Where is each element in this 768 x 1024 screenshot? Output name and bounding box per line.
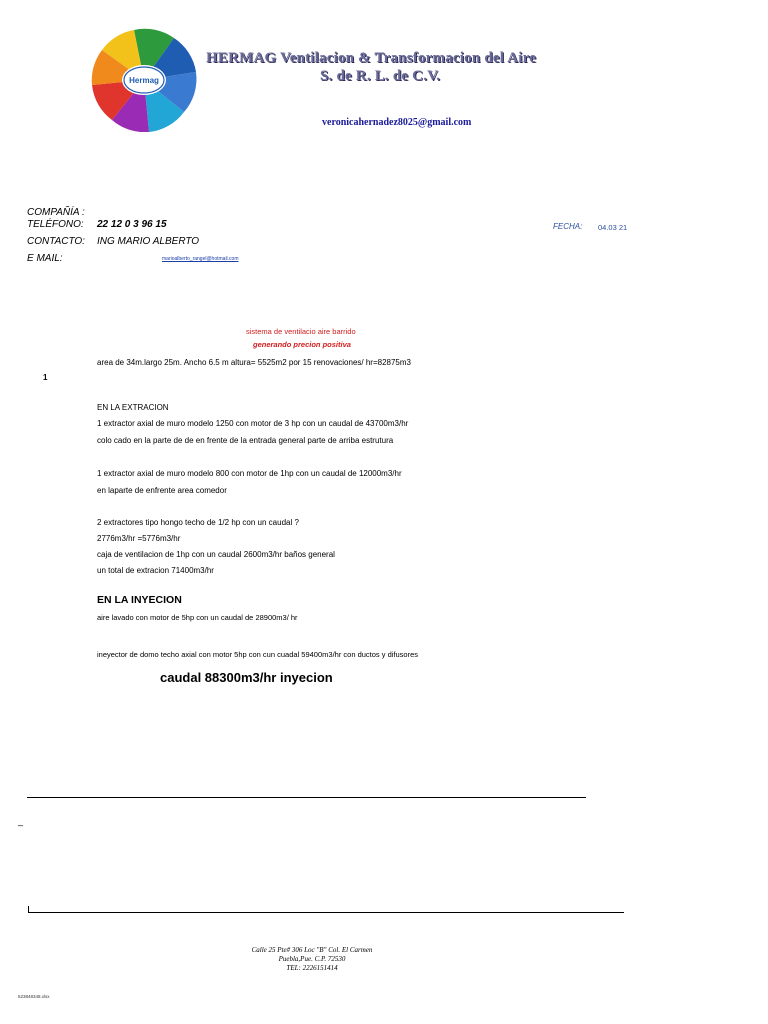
injection-line: aire lavado con motor de 5hp con un caudal de 28900m3/ hr bbox=[97, 613, 298, 622]
company-name-line2: S. de R. L. de C.V. bbox=[320, 68, 441, 84]
phone-value: 22 12 0 3 96 15 bbox=[97, 219, 167, 230]
injection-heading: EN LA INYECION bbox=[97, 594, 182, 606]
email-label: E MAIL: bbox=[27, 253, 63, 264]
total-flow: caudal 88300m3/hr inyecion bbox=[160, 670, 333, 685]
phone-label: TELÉFONO: bbox=[27, 219, 84, 230]
company-label: COMPAÑÍA : bbox=[27, 207, 85, 218]
contact-label: CONTACTO: bbox=[27, 236, 85, 247]
system-title: sistema de ventilacio aire barrido bbox=[246, 327, 356, 336]
system-subtitle: generando precion positiva bbox=[253, 340, 351, 349]
contact-email-link[interactable]: marioalberto_rangel@hotmail.com bbox=[162, 256, 239, 262]
file-name: 523848348.xlsx bbox=[18, 994, 50, 999]
footer-divider-tick bbox=[28, 906, 29, 913]
footer-address2: Puebla,Pue. C.P. 72530 bbox=[278, 955, 346, 963]
footer-phone: TEL: 2226151414 bbox=[286, 964, 338, 972]
company-logo bbox=[80, 28, 208, 132]
footer-address1: Calle 25 Pte# 306 Loc "B" Col. El Carmen bbox=[251, 946, 373, 954]
extraction-heading: EN LA EXTRACION bbox=[97, 403, 169, 412]
date-label: FECHA: bbox=[553, 222, 583, 231]
item-number: 1 bbox=[43, 373, 48, 382]
footer-divider bbox=[28, 912, 624, 913]
extraction-line: un total de extracion 71400m3/hr bbox=[97, 566, 214, 575]
extraction-line: colo cado en la parte de de en frente de la entrada general parte de arriba estrutura bbox=[97, 436, 394, 445]
extraction-line: 2776m3/hr =5776m3/hr bbox=[97, 534, 181, 543]
logo-center-text: Hermag bbox=[129, 76, 159, 85]
header-email[interactable]: veronicahernadez8025@gmail.com bbox=[322, 117, 472, 128]
company-name-line1: HERMAG Ventilacion & Transformacion del Aire bbox=[206, 50, 537, 66]
date-value: 04.03 21 bbox=[598, 223, 628, 232]
divider-line bbox=[27, 797, 586, 798]
extraction-line: 2 extractores tipo hongo techo de 1/2 hp con un caudal ? bbox=[97, 518, 299, 527]
contact-value: ING MARIO ALBERTO bbox=[97, 236, 200, 247]
extraction-line: en laparte de enfrente area comedor bbox=[97, 486, 227, 495]
area-description: area de 34m.largo 25m. Ancho 6.5 m altura= 5525m2 por 15 renovaciones/ hr=82875m3 bbox=[97, 358, 411, 367]
extraction-line: 1 extractor axial de muro modelo 1250 con motor de 3 hp con un caudal de 43700m3/hr bbox=[97, 419, 409, 428]
dash-mark: _ bbox=[18, 816, 24, 826]
injection-line: ineyector de domo techo axial con motor 5hp con cun cuadal 59400m3/hr con ductos y difusores bbox=[97, 650, 419, 659]
extraction-line: caja de ventilacion de 1hp con un caudal 2600m3/hr baños general bbox=[97, 550, 335, 559]
extraction-line: 1 extractor axial de muro modelo 800 con motor de 1hp con un caudal de 12000m3/hr bbox=[97, 469, 402, 478]
